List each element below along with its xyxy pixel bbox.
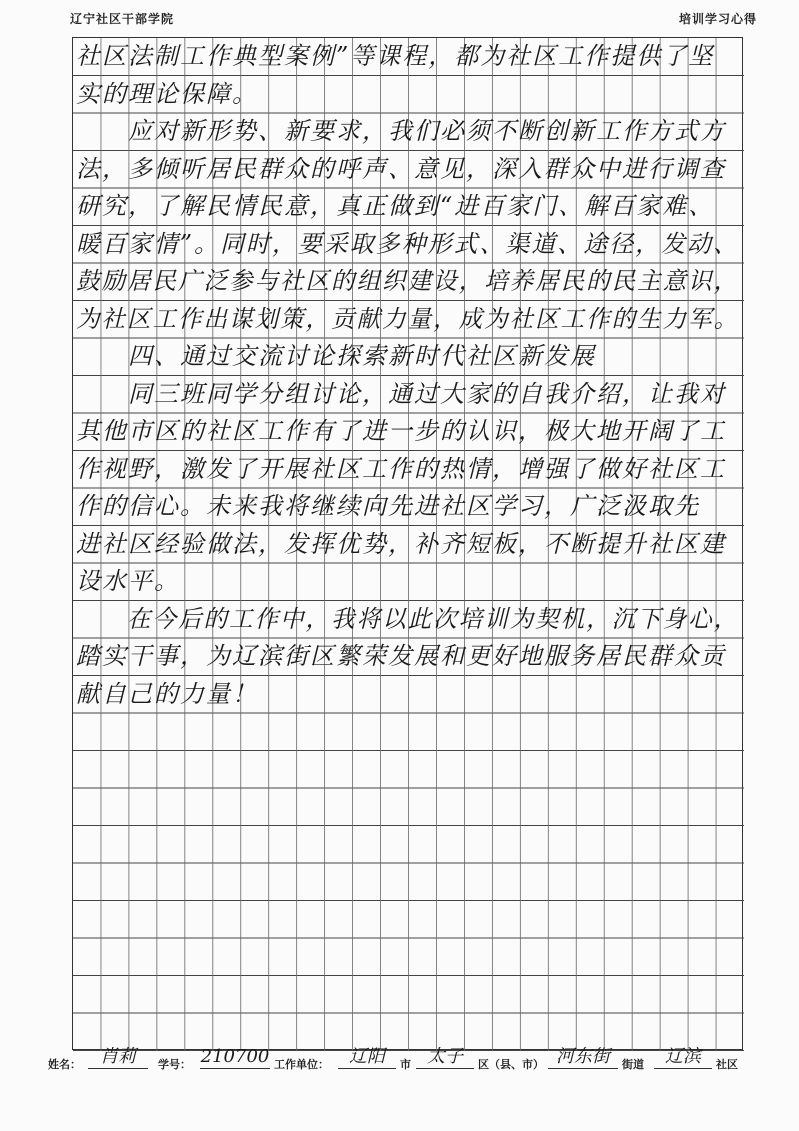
community-label: 社区 <box>716 1058 738 1071</box>
street-label: 街道 <box>622 1058 644 1071</box>
text-line: 其他市区的社区工作有了进一步的认识，极大地开阔了工 <box>76 417 726 445</box>
text-line: 设水平。 <box>76 567 180 595</box>
district-value: 太子 <box>416 1046 474 1069</box>
text-line: 研究，了解民情民意，真正做到“进百家门、解百家难、 <box>76 192 715 220</box>
text-line: 献自己的力量！ <box>76 679 258 708</box>
text-line: 四、通过交流讨论探索新时代社区新发展 <box>76 342 596 370</box>
text-line: 鼓励居民广泛参与社区的组织建设，培养居民的民主意识， <box>76 267 740 295</box>
street-value: 河东街 <box>548 1046 618 1069</box>
name-label: 姓名： <box>48 1058 81 1071</box>
id-label: 学号： <box>158 1058 191 1071</box>
text-line: 应对新形势、新要求，我们必须不断创新工作方式方 <box>76 117 726 145</box>
text-line: 社区法制工作典型案例”等课程，都为社区工作提供了坚 <box>76 42 715 70</box>
text-line: 暖百家情”。同时，要采取多种形式、渠道、途径，发动、 <box>76 229 739 258</box>
name-value: 肖莉 <box>88 1046 148 1069</box>
city-value: 辽阳 <box>338 1046 396 1069</box>
city-label: 市 <box>400 1058 411 1071</box>
text-line: 作的信心。未来我将继续向先进社区学习，广泛汲取先 <box>76 492 700 520</box>
footer-info <box>48 1046 768 1076</box>
text-line: 实的理论保障。 <box>76 79 258 108</box>
header-institution: 辽宁社区干部学院 <box>70 12 175 26</box>
text-line: 同三班同学分组讨论，通过大家的自我介绍，让我对 <box>76 379 726 408</box>
text-line: 进社区经验做法，发挥优势，补齐短板，不断提升社区建 <box>76 529 726 558</box>
header-doc-title: 培训学习心得 <box>678 12 757 26</box>
unit-label: 工作单位： <box>274 1058 329 1071</box>
text-line: 法，多倾听居民群众的呼声、意见，深入群众中进行调查 <box>76 154 726 183</box>
text-line: 踏实干事，为辽滨街区繁荣发展和更好地服务居民群众贡 <box>76 642 726 670</box>
community-value: 辽滨 <box>654 1046 712 1069</box>
district-label: 区（县、市） <box>478 1058 544 1071</box>
id-value: 210700 <box>200 1046 270 1067</box>
text-line: 为社区工作出谋划策，贡献力量，成为社区工作的生力军。 <box>76 304 740 333</box>
text-line: 作视野，激发了开展社区工作的热情，增强了做好社区工 <box>76 454 726 483</box>
text-line: 在今后的工作中，我将以此次培训为契机，沉下身心， <box>76 604 740 633</box>
